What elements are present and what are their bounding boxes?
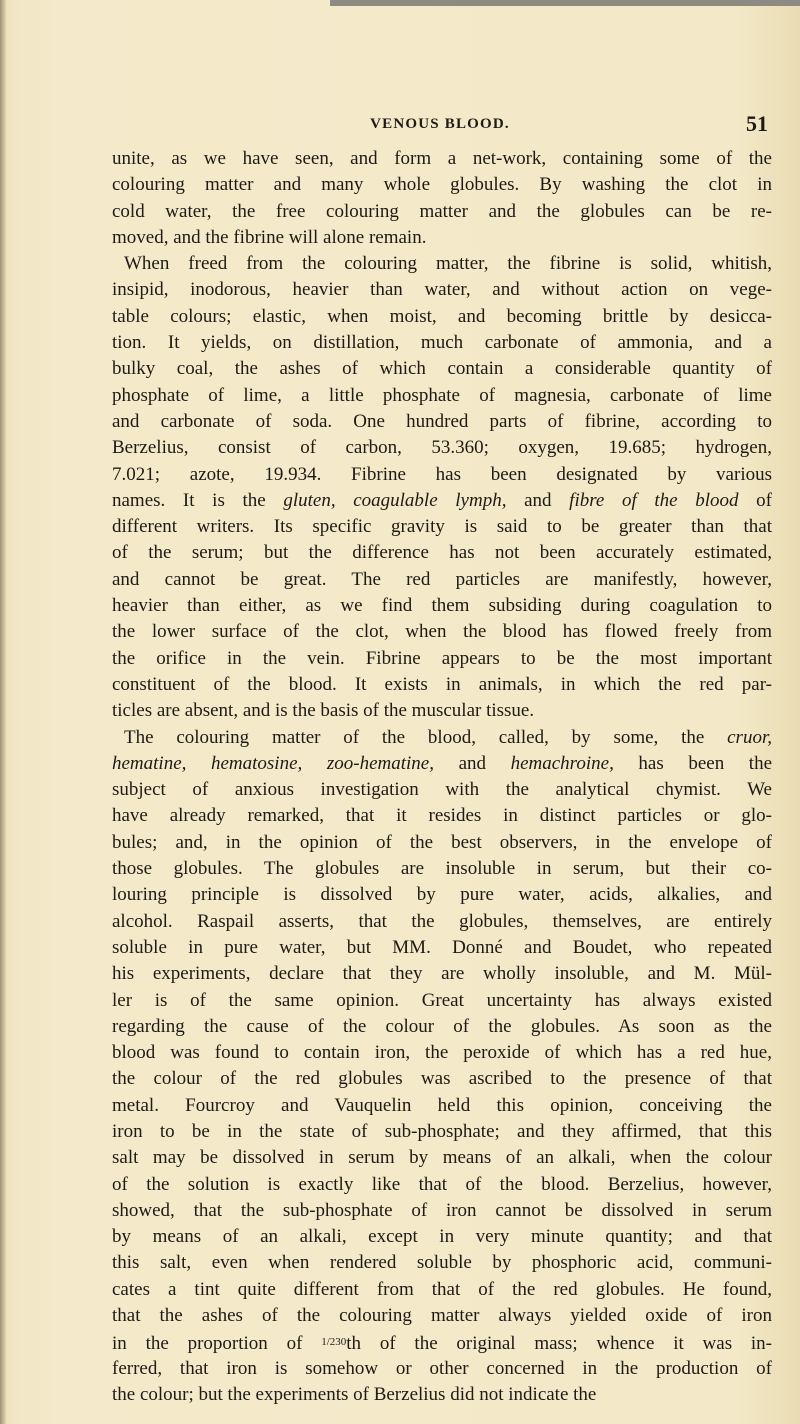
text-line: soluble in pure water, but MM. Donné and Boudet, who repeated xyxy=(112,936,772,958)
italic-term: fibre of the blood xyxy=(569,489,739,511)
text-line: louring principle is dissolved by pure water, acids, alkalies, and xyxy=(112,884,772,906)
text-line: unite, as we have seen, and form a net-work, containing some of the xyxy=(112,148,772,169)
text-line: bulky coal, the ashes of which contain a considerable quantity of xyxy=(112,358,772,380)
text-line: by means of an alkali, except in very minute quantity; and that xyxy=(112,1226,772,1248)
text-line: this salt, even when rendered soluble by phosphoric acid, communi- xyxy=(112,1252,772,1274)
text-line: cates a tint quite different from that of the red globules. He found, xyxy=(112,1278,772,1300)
text-line: iron to be in the state of sub-phosphate; and they affirmed, that this xyxy=(112,1120,772,1142)
text-line: ler is of the same opinion. Great uncertainty has always existed xyxy=(112,989,772,1011)
text-line: 7.021; azote, 19.934. Fibrine has been designated by various xyxy=(112,463,772,485)
text-line: alcohol. Raspail asserts, that the globules, themselves, are entirely xyxy=(112,910,772,932)
text-line: colouring matter and many whole globules. By washing the clot in xyxy=(112,174,772,196)
text-line: those globules. The globules are insoluble in serum, but their co- xyxy=(112,858,772,880)
text-line: constituent of the blood. It exists in animals, in which the red par- xyxy=(112,673,772,695)
text-line: of the serum; but the difference has not been accurately estimated, xyxy=(112,542,772,564)
page-left-edge xyxy=(0,0,6,1424)
text-line: and carbonate of soda. One hundred parts of fibrine, according to xyxy=(112,410,772,432)
text-line: heavier than either, as we find them subsiding during coagulation to xyxy=(112,595,772,617)
text-line: metal. Fourcroy and Vauquelin held this opinion, conceiving the xyxy=(112,1094,772,1116)
text-line: ferred, that iron is somehow or other concerned in the production of xyxy=(112,1357,772,1379)
text-line: names. It is the gluten, coagulable lymph, and fibre of the blood of xyxy=(112,489,772,511)
text-line: table colours; elastic, when moist, and becoming brittle by desicca- xyxy=(112,305,772,327)
text-line: tion. It yields, on distillation, much carbonate of ammonia, and a xyxy=(112,332,772,354)
text-line: phosphate of lime, a little phosphate of magnesia, carbonate of lime xyxy=(112,384,772,406)
text-line: insipid, inodorous, heavier than water, and without action on vege- xyxy=(112,279,772,301)
text-line: moved, and the fibrine will alone remain. xyxy=(112,226,427,248)
text-line: blood was found to contain iron, the peroxide of which has a red hue, xyxy=(112,1042,772,1064)
page-number: 51 xyxy=(746,111,768,136)
text-line: The colouring matter of the blood, called, by some, the cruor, xyxy=(124,726,772,748)
text-line: subject of anxious investigation with the analytical chymist. We xyxy=(112,779,772,801)
text-line: that the ashes of the colouring matter always yielded oxide of iron xyxy=(112,1305,772,1327)
text-line: his experiments, declare that they are wholly insoluble, and M. Mül- xyxy=(112,963,772,985)
text-line: hematine, hematosine, zoo-hematine, and hemachroine, has been the xyxy=(112,752,773,774)
italic-term: gluten, coagulable lymph, xyxy=(283,489,507,511)
text-line: ticles are absent, and is the basis of the muscular tissue. xyxy=(112,700,535,722)
text-line: the colour of the red globules was ascribed to the presence of that xyxy=(112,1068,772,1090)
text-line: different writers. Its specific gravity is said to be greater than that xyxy=(112,516,772,538)
running-head: VENOUS BLOOD. xyxy=(370,116,510,132)
page-top-edge xyxy=(330,0,800,6)
fraction: 1/230 xyxy=(321,1336,347,1349)
text-line: the colour; but the experiments of Berzelius did not indicate the xyxy=(112,1383,597,1405)
text-line: bules; and, in the opinion of the best observers, in the envelope of xyxy=(112,831,772,853)
text-line: cold water, the free colouring matter and the globules can be re- xyxy=(112,200,772,222)
italic-term: hemachroine, xyxy=(510,752,614,774)
page-header xyxy=(112,111,768,138)
body-text xyxy=(112,146,772,1408)
italic-term: hematine, hematosine, zoo-hematine, xyxy=(112,752,434,774)
text-line: regarding the cause of the colour of the globules. As soon as the xyxy=(112,1015,772,1037)
text-line: and cannot be great. The red particles are manifestly, however, xyxy=(112,568,772,590)
text-line: salt may be dissolved in serum by means of an alkali, when the colour xyxy=(112,1147,772,1169)
text-line: the lower surface of the clot, when the blood has flowed freely from xyxy=(112,621,772,643)
text-line: Berzelius, consist of carbon, 53.360; oxygen, 19.685; hydrogen, xyxy=(112,437,772,459)
text-line: showed, that the sub-phosphate of iron cannot be dissolved in serum xyxy=(112,1199,772,1221)
text-line: the orifice in the vein. Fibrine appears to be the most important xyxy=(112,647,772,669)
text-line: When freed from the colouring matter, the fibrine is solid, whitish, xyxy=(124,253,772,275)
text-line: in the proportion of $^{1/230}$th of the original mass; whence it was in- xyxy=(112,1333,772,1355)
text-line: have already remarked, that it resides in distinct particles or glo- xyxy=(112,805,772,827)
text-line: of the solution is exactly like that of the blood. Berzelius, however, xyxy=(112,1173,772,1195)
italic-term: cruor, xyxy=(727,726,772,748)
